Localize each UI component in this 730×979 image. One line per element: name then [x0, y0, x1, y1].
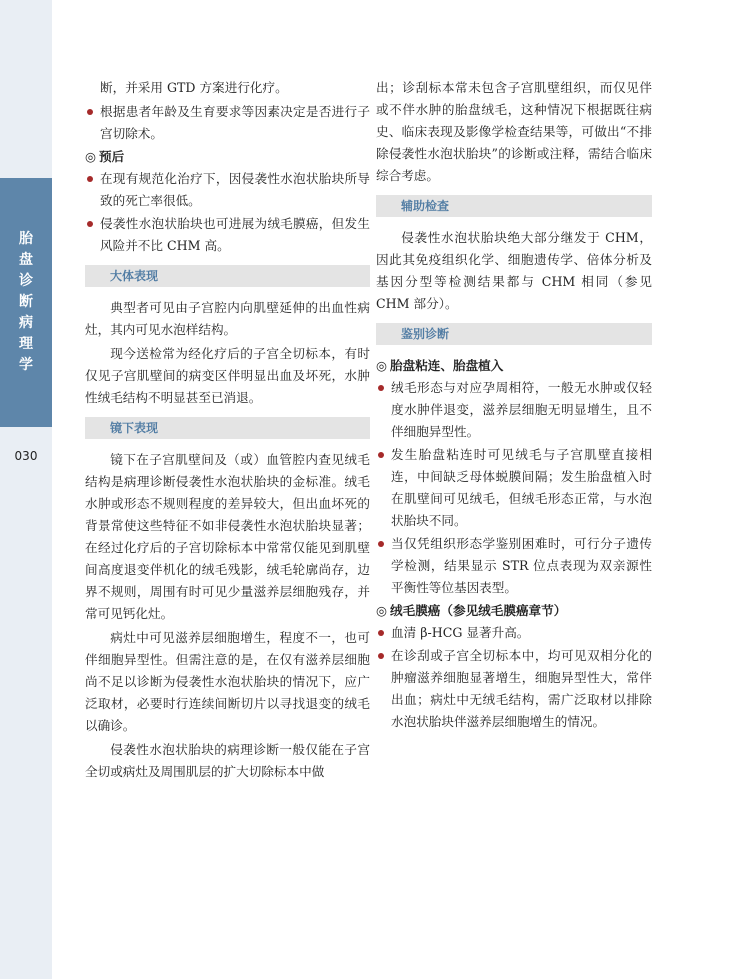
subheading-accreta: ◎ 胎盘粘连、胎盘植入 — [376, 358, 504, 373]
continuation-text: 断，并采用 GTD 方案进行化疗。 — [100, 80, 288, 95]
bullet-item — [376, 444, 652, 532]
chapter-char: 病 — [19, 315, 33, 331]
bullet-item — [85, 101, 370, 145]
chapter-char: 断 — [19, 294, 33, 310]
left-column — [85, 77, 370, 785]
circle-marker-icon: ◎ — [376, 603, 387, 618]
paragraph: 现今送检常为经化疗后的子宫全切标本，有时仅见子宫肌壁间的病变区伴明显出血及坏死，水肿性绒毛结构不明显甚至已消退。 — [85, 346, 370, 405]
bullet-dot-icon — [378, 541, 384, 547]
bullet-text: 在诊刮或子宫全切标本中，均可见双相分化的肿瘤滋养细胞显著增生，细胞异型性大，常伴出血；病灶中无绒毛结构，需广泛取材以排除水泡状胎块伴滋养层细胞增生的情况。 — [391, 648, 652, 729]
paragraph: 典型者可见由子宫腔内向肌壁延伸的出血性病灶，其内可见水泡样结构。 — [85, 300, 370, 337]
paragraph: 侵袭性水泡状胎块的病理诊断一般仅能在子宫全切或病灶及周围肌层的扩大切除标本中做 — [85, 742, 370, 779]
chapter-char: 盘 — [19, 252, 33, 268]
bullet-item — [376, 377, 652, 443]
bullet-dot-icon — [87, 221, 93, 227]
chapter-tab — [0, 178, 52, 427]
bullet-item — [376, 622, 652, 644]
bullet-dot-icon — [378, 385, 384, 391]
bullet-text: 血清 β-HCG 显著升高。 — [391, 625, 530, 640]
bullet-text: 当仅凭组织形态学鉴别困难时，可行分子遗传学检测，结果显示 STR 位点表现为双亲源性平衡性等位基因表型。 — [391, 536, 652, 595]
chapter-char: 胎 — [19, 231, 33, 247]
bullet-item — [376, 533, 652, 599]
sidebar-margin — [0, 0, 52, 979]
bullet-text: 绒毛形态与对应孕周相符，一般无水肿或仅轻度水肿伴退变，滋养层细胞无明显增生，且不伴细胞异型性。 — [391, 380, 652, 439]
bullet-text: 侵袭性水泡状胎块也可进展为绒毛膜癌，但发生风险并不比 CHM 高。 — [100, 216, 370, 253]
bullet-dot-icon — [87, 176, 93, 182]
bullet-text: 发生胎盘粘连时可见绒毛与子宫肌壁直接相连，中间缺乏母体蜕膜间隔；发生胎盘植入时在肌壁间可见绒毛，但绒毛形态正常，与水泡状胎块不同。 — [391, 447, 652, 528]
bullet-text: 根据患者年龄及生育要求等因素决定是否进行子宫切除术。 — [100, 104, 370, 141]
page-number: 030 — [14, 449, 38, 463]
chapter-char: 理 — [19, 336, 33, 352]
subheading-prognosis: ◎ 预后 — [85, 149, 125, 164]
section-heading-microscopic: 镜下表现 — [85, 417, 370, 439]
bullet-item — [85, 213, 370, 257]
section-heading-auxiliary: 辅助检查 — [376, 195, 652, 217]
paragraph: 镜下在子宫肌壁间及（或）血管腔内查见绒毛结构是病理诊断侵袭性水泡状胎块的金标准。绒毛水肿或形态不规则程度的差异较大，但出血坏死的背景常使这些特征不如非侵袭性水泡状胎块显著；在经过化疗后的子宫切除标本中常常仅能见到肌壁间高度退变伴机化的绒毛残影，绒毛轮廓尚存，边界不规则，周围有时可见少量滋养层细胞残存，并常可见钙化灶。 — [85, 452, 370, 621]
subheading-choriocarcinoma: ◎ 绒毛膜癌（参见绒毛膜癌章节） — [376, 603, 567, 618]
continuation-text: 出；诊刮标本常未包含子宫肌壁组织，而仅见伴或不伴水肿的胎盘绒毛，这种情况下根据既往病史、临床表现及影像学检查结果等，可做出“不排除侵袭性水泡状胎块”的诊断或注释，需结合临床综合考虑。 — [376, 80, 652, 183]
bullet-dot-icon — [378, 452, 384, 458]
bullet-dot-icon — [378, 630, 384, 636]
circle-marker-icon: ◎ — [85, 149, 96, 164]
section-heading-gross: 大体表现 — [85, 265, 370, 287]
paragraph: 病灶中可见滋养层细胞增生，程度不一，也可伴细胞异型性。但需注意的是，在仅有滋养层细胞尚不足以诊断为侵袭性水泡状胎块的情况下，应广泛取材，必要时行连续间断切片以寻找退变的绒毛以确诊。 — [85, 630, 370, 733]
bullet-item — [376, 645, 652, 733]
chapter-char: 学 — [19, 357, 33, 373]
chapter-char: 诊 — [19, 273, 33, 289]
bullet-text: 在现有规范化治疗下，因侵袭性水泡状胎块所导致的死亡率很低。 — [100, 171, 370, 208]
circle-marker-icon: ◎ — [376, 358, 387, 373]
section-heading-differential: 鉴别诊断 — [376, 323, 652, 345]
right-column — [376, 77, 652, 734]
bullet-dot-icon — [87, 109, 93, 115]
bullet-dot-icon — [378, 653, 384, 659]
paragraph: 侵袭性水泡状胎块绝大部分继发于 CHM，因此其免疫组织化学、细胞遗传学、倍体分析及基因分型等检测结果都与 CHM 相同（参见 CHM 部分）。 — [376, 230, 652, 311]
bullet-item — [85, 168, 370, 212]
